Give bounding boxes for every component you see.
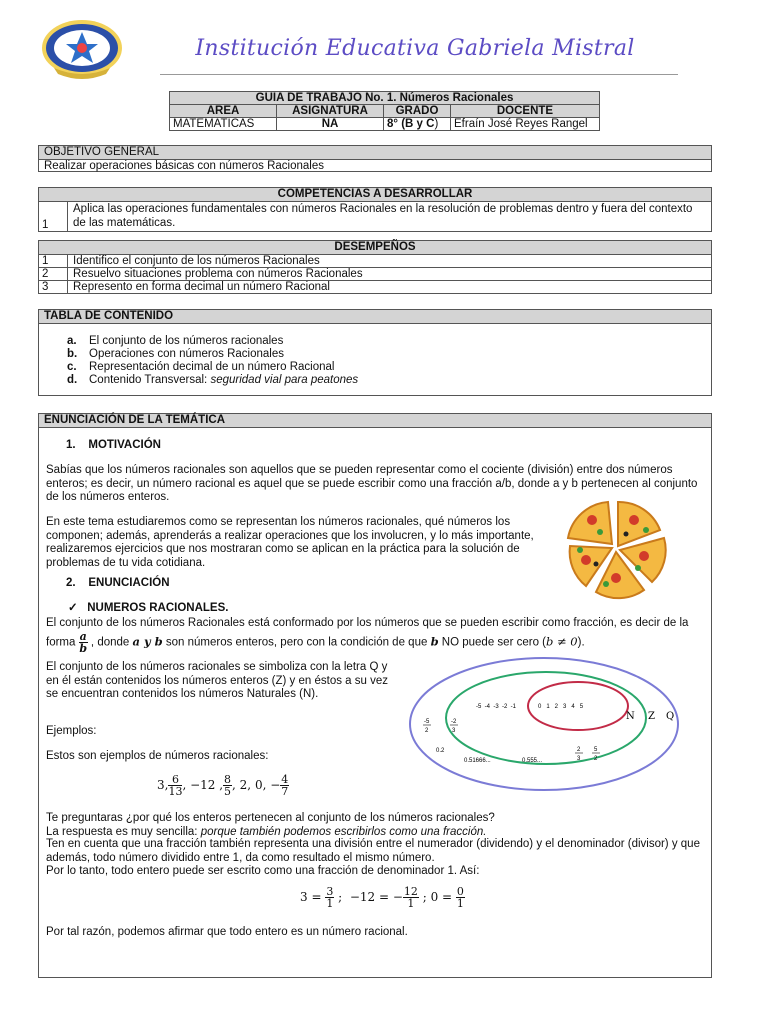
list-item: a. El conjunto de los números racionales <box>67 335 284 347</box>
paragraph-question: Te preguntaras ¿por qué los enteros pertenecen al conjunto de los números racionales? La respuesta es muy sencilla: porque también podemos escribirlos como una fracción. <box>46 812 495 838</box>
performance-num: 3 <box>39 281 68 294</box>
svg-text:3: 3 <box>452 728 456 734</box>
paragraph-topic: En este tema estudiaremos como se representan los números racionales, qué números los componen; además, aprenderás a realizar operaciones que los involucren, y lo más importante, realizaremos ejercicios que nos mostraran como se aplican en la práctica para la solución de problemas de tu vida cotidiana. <box>46 516 534 569</box>
guide-table <box>169 91 600 131</box>
svg-text:-2: -2 <box>451 719 457 725</box>
paragraph-denominator: Por lo tanto, todo entero puede ser escrito como una fracción de denominador 1. Así: <box>46 865 480 877</box>
svg-text:3: 3 <box>577 756 581 762</box>
label-n: N <box>626 711 635 722</box>
performance-num: 2 <box>39 268 68 281</box>
institution-title: Institución Educativa Gabriela Mistral <box>195 36 635 61</box>
svg-text:-5: -5 <box>424 719 430 725</box>
objective-text: Realizar operaciones básicas con números Racionales <box>44 160 324 172</box>
objective-box <box>38 145 712 172</box>
performances-heading: DESEMPEÑOS <box>39 241 711 255</box>
performance-text: Represento en forma decimal un número Racional <box>68 281 712 294</box>
fraction-a-b: $\frac{a}{b}$ <box>79 630 88 655</box>
check-icon: ✓ <box>68 602 78 614</box>
contents-box <box>38 309 712 396</box>
topic-heading: ENUNCIACIÓN DE LA TEMÁTICA <box>39 414 711 428</box>
col-grade: GRADO <box>384 105 451 118</box>
number-sets-diagram <box>406 654 688 794</box>
paragraph-division: Ten en cuenta que una fracción también representa una división entre el numerador (dividendo) y el denominador (divisor) y que además, todo número dividido entre 1, da como resultado el mismo número. <box>46 838 700 864</box>
paragraph-sets: El conjunto de los números racionales se simboliza con la letra Q y en él están contenidos los números enteros (Z) y en éstos a su vez se encuentran contenidos los números Naturales (N). <box>46 661 388 700</box>
competency-num: 1 <box>39 202 68 231</box>
table-row <box>39 255 711 268</box>
performance-num: 1 <box>39 255 68 268</box>
svg-text:2: 2 <box>594 756 598 762</box>
enunciation-title: 2. ENUNCIACIÓN <box>66 577 170 589</box>
svg-text:0.2: 0.2 <box>436 748 445 754</box>
competencies-heading: COMPETENCIAS A DESARROLLAR <box>39 188 711 202</box>
label-z: Z <box>648 711 655 722</box>
svg-text:5: 5 <box>594 747 598 753</box>
title-rule <box>160 74 678 75</box>
list-item: c. Representación decimal de un número Racional <box>67 361 335 373</box>
area-value: MATEMATICAS <box>170 118 277 131</box>
performances-table <box>39 255 711 293</box>
pizza-illustration <box>556 494 682 604</box>
label-q: Q <box>666 711 675 722</box>
paragraph-conclusion: Por tal razón, podemos afirmar que todo entero es un número racional. <box>46 926 408 938</box>
teacher-value: Efraín José Reyes Rangel <box>451 118 600 131</box>
competencies-box <box>38 187 712 232</box>
performances-box <box>38 240 712 294</box>
integers-ring <box>446 672 646 764</box>
table-row <box>39 268 711 281</box>
subtitle-racionales: ✓ NUMEROS RACIONALES. <box>68 602 229 614</box>
example-numbers: 3, $\frac{6}{13}$ , −12 , $\frac{8}{5}$ , 2, 0, − $\frac{4}{7}$ <box>157 773 289 798</box>
integers-values: -5 -4 -3 -2 -1 <box>476 704 517 710</box>
svg-text:0.555...: 0.555... <box>522 758 543 764</box>
col-subject: ASIGNATURA <box>277 105 384 118</box>
svg-text:2: 2 <box>577 747 581 753</box>
svg-text:0.51666...: 0.51666... <box>464 758 491 764</box>
col-area: AREA <box>170 105 277 118</box>
performance-text: Resuelvo situaciones problema con números Racionales <box>68 268 712 281</box>
examples-intro: Estos son ejemplos de números racionales: <box>46 750 269 762</box>
objective-heading: OBJETIVO GENERAL <box>39 146 711 160</box>
col-teacher: DOCENTE <box>451 105 600 118</box>
contents-heading: TABLA DE CONTENIDO <box>39 310 711 324</box>
school-logo <box>40 18 124 80</box>
contents-list <box>67 335 358 387</box>
paragraph-intro: Sabías que los números racionales son aquellos que se pueden representar como el cociente (división) entre dos números enteros; es decir, un número racional es aquel que se puede escribir como una fracción a/b, donde a y b pertenecen al conjunto de los números enteros. <box>46 464 698 503</box>
competency-text: Aplica las operaciones fundamentales con números Racionales en la resolución de problemas dentro y fuera del contexto de las matemáticas. <box>73 203 693 229</box>
competencies-table <box>39 202 711 231</box>
list-item: d. Contenido Transversal: seguridad vial para peatones <box>67 374 359 386</box>
guide-title: GUIA DE TRABAJO No. 1. Números Racionales <box>170 92 600 105</box>
list-item: b. Operaciones con números Racionales <box>67 348 284 360</box>
integer-fraction-equation: 3 = $\frac{3}{1}$ ; −12 = − $\frac{12}{1}$ ; 0 = $\frac{0}{1}$ <box>300 885 464 910</box>
motivation-title: 1. MOTIVACIÓN <box>66 439 161 451</box>
subject-value: NA <box>277 118 384 131</box>
grade-value: 8° (B y C) <box>384 118 451 131</box>
performance-text: Identifico el conjunto de los números Racionales <box>73 255 320 267</box>
svg-text:2: 2 <box>425 728 429 734</box>
table-row <box>39 281 711 294</box>
examples-label: Ejemplos: <box>46 725 97 737</box>
paragraph-definition: El conjunto de los números Racionales está conformado por los números que se pueden escribir como fracción, es decir de la forma $\frac{a}{b}$ , donde a y b son números enteros, pero con la condición de que b NO puede ser cero (b ≠ 0). <box>46 617 689 655</box>
naturals-values: 0 1 2 3 4 5 <box>538 704 584 710</box>
